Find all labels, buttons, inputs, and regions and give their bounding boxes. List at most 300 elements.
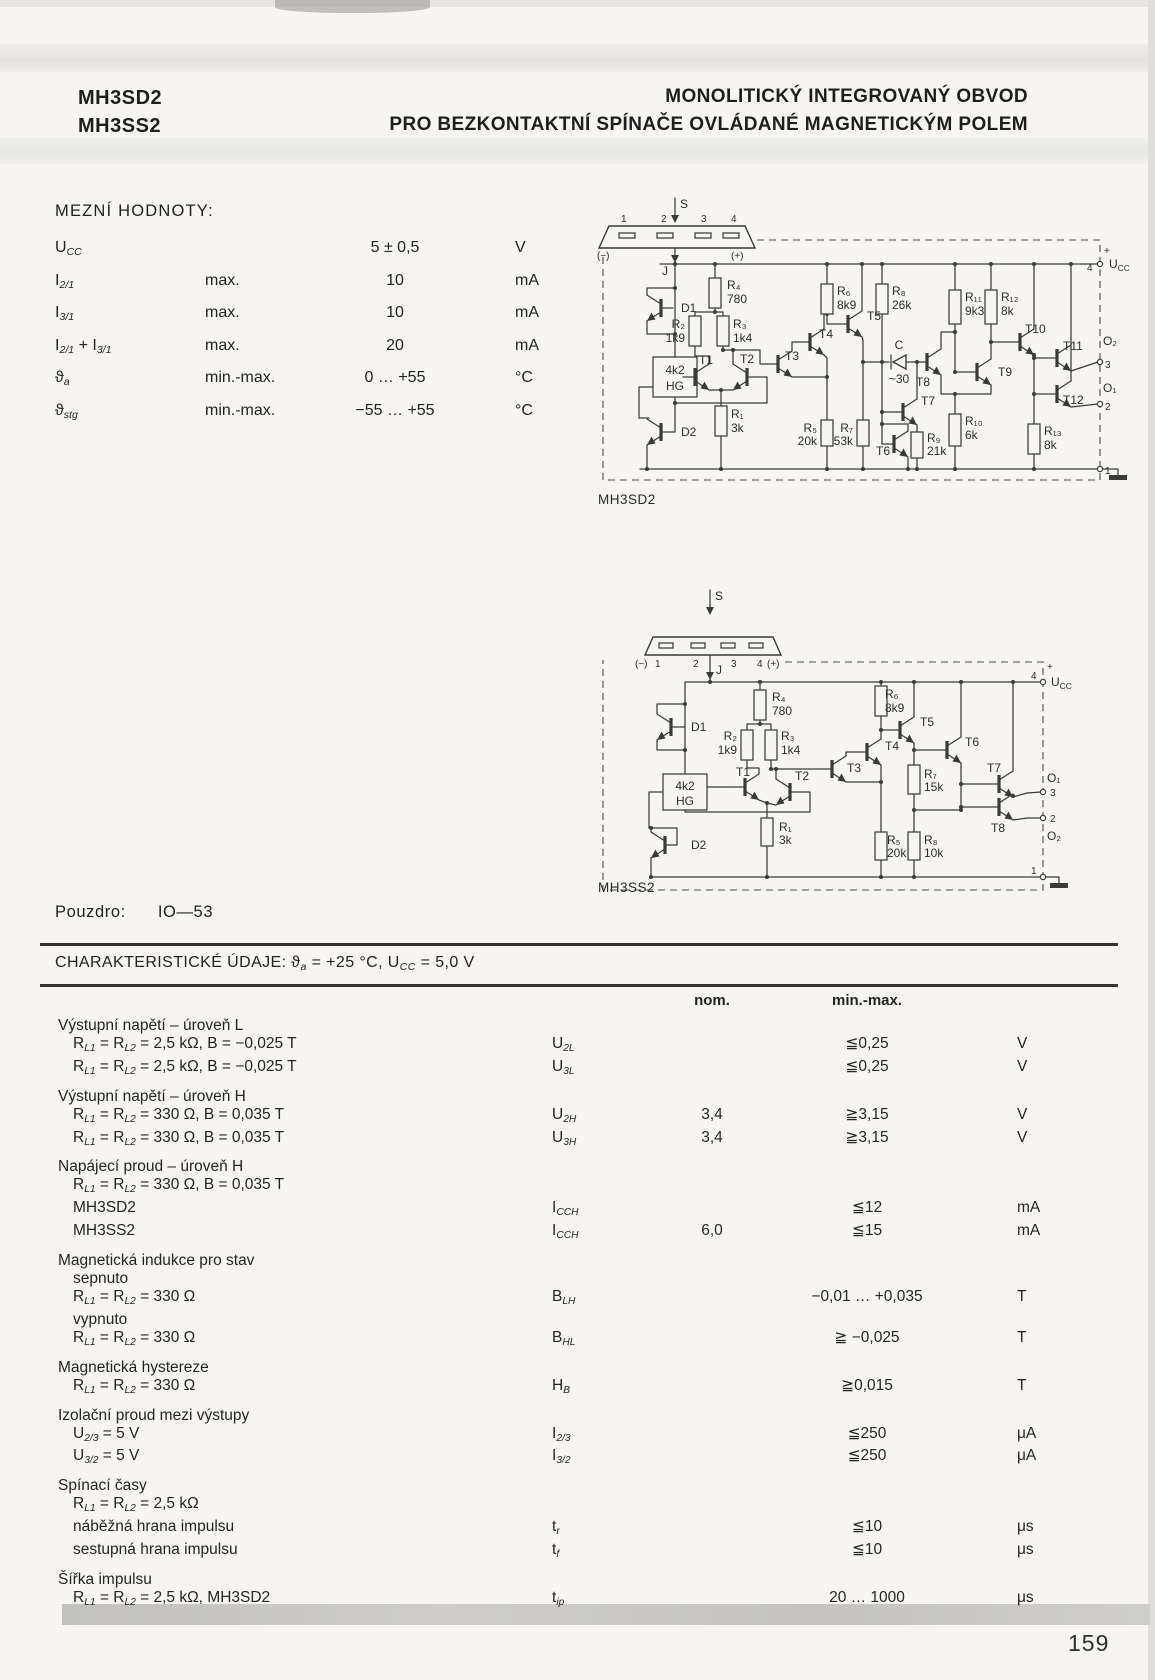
label-r8: R₈ <box>892 284 906 298</box>
resistor-r2 <box>741 730 753 760</box>
char-cnom <box>662 1199 762 1222</box>
transistor-d2 <box>651 832 677 858</box>
ground-symbol <box>1109 475 1127 480</box>
j-label: J <box>662 264 668 278</box>
limit-row <box>55 267 615 300</box>
char-csym: $U_{2L}$ <box>552 1035 575 1054</box>
component-c <box>891 355 906 369</box>
char-cnom <box>662 1495 762 1518</box>
char-ccond: $U_{3/2} = 5$ V <box>73 1447 140 1467</box>
char-ccond: $R_{L1} = R_{L2} = 330$ Ω, B = 0,035 T <box>73 1176 285 1196</box>
char-cnom <box>662 1425 762 1448</box>
limit-row <box>55 234 615 267</box>
resistor-r5 <box>875 832 887 860</box>
pkg-pin-1: 1 <box>621 214 627 225</box>
resistor-r3 <box>717 316 729 346</box>
limit-lunit: V <box>515 239 526 256</box>
char-title-text: Šířka impulsu <box>58 1570 152 1588</box>
label-hg-bot: HG <box>666 379 684 393</box>
label-t2: T2 <box>740 352 755 366</box>
char-cunit <box>972 1495 1107 1518</box>
transistor-t7 <box>891 399 917 425</box>
resistor-r3 <box>765 730 777 760</box>
char-group-title <box>55 1158 1120 1176</box>
rule-bottom <box>40 984 1118 987</box>
resistor-r10 <box>949 414 961 446</box>
char-csym <box>552 1495 662 1518</box>
characteristics-heading: CHARAKTERISTICKÉ ÚDAJE: $ϑ_a = +25$ °C, $U_{CC} = 5,0$ V <box>55 954 475 973</box>
char-ccond: $R_{L1} = R_{L2} = 2,5$ kΩ <box>73 1495 199 1515</box>
label-r3: R₃ <box>733 317 747 331</box>
transistor-t6 <box>935 737 961 763</box>
s-label: S <box>680 197 689 211</box>
char-cmm <box>762 1311 972 1329</box>
label-o2: O₂ <box>1047 829 1061 843</box>
label-r8: R₈ <box>924 833 938 847</box>
char-csym: $B_{LH}$ <box>552 1288 576 1307</box>
limit-lval: −55 … +55 <box>355 401 435 419</box>
label-pin4: 4 <box>1087 263 1093 274</box>
pin-terminal-3 <box>1040 789 1045 794</box>
label-r10: R₁₀ <box>965 414 983 428</box>
label-o1: O₁ <box>1103 381 1117 395</box>
char-cunit <box>972 1270 1107 1288</box>
schematic1-caption: MH3SD2 <box>598 492 656 507</box>
char-cnom <box>662 1035 762 1058</box>
char-cunit: V <box>1017 1035 1028 1052</box>
resistor-r11 <box>949 290 961 324</box>
char-row <box>55 1176 1120 1199</box>
resistor-r5 <box>821 420 833 446</box>
label-t5: T5 <box>920 715 935 729</box>
package-line <box>55 903 213 922</box>
char-title-text: Výstupní napětí – úroveň L <box>58 1017 244 1034</box>
scan-band-1 <box>0 44 1155 72</box>
char-group-title <box>55 1359 1120 1377</box>
resistor-r4 <box>754 690 766 720</box>
minus-label: (−) <box>597 251 610 262</box>
char-row <box>55 1518 1120 1541</box>
label-r7: R₇ <box>840 421 853 435</box>
plus-sign: + <box>1047 662 1053 673</box>
char-ccond: $R_{L1} = R_{L2} = 330$ Ω, B = 0,035 T <box>73 1105 285 1125</box>
label-pin1: 1 <box>1105 466 1111 477</box>
package-label: Pouzdro: <box>55 903 126 921</box>
characteristics-header <box>55 992 1120 1010</box>
label-pin3: 3 <box>1105 360 1111 371</box>
limit-lcond: min.-max. <box>205 401 276 419</box>
char-cunit: μs <box>1017 1588 1034 1606</box>
col-nom: nom. <box>694 992 730 1009</box>
char-cunit: μs <box>1017 1518 1034 1536</box>
limit-lsym: $ϑ_a$ <box>55 369 70 389</box>
char-row <box>55 1288 1120 1311</box>
limit-lsym: $ϑ_{stg}$ <box>55 401 78 421</box>
char-csym: $H_B$ <box>552 1376 571 1396</box>
rule-top <box>40 943 1118 946</box>
char-cmm: ≧3,15 <box>845 1128 889 1146</box>
label-r2: R₂ <box>723 729 737 743</box>
char-group-title <box>55 1088 1120 1106</box>
transistor-d1 <box>657 714 683 740</box>
limit-lval: 10 <box>386 271 404 289</box>
limit-lval: 0 … +55 <box>364 369 426 387</box>
char-cunit: T <box>1017 1376 1027 1394</box>
label-pin2: 2 <box>1105 402 1111 413</box>
label-t12: T12 <box>1063 393 1084 407</box>
char-ccond: $R_{L1} = R_{L2} = 2,5$ kΩ, B = −0,025 T <box>73 1057 297 1077</box>
transistor-t8 <box>987 794 1013 820</box>
limits-rows <box>55 234 615 429</box>
pin-terminal-2 <box>1040 815 1045 820</box>
label-r4v: 780 <box>727 292 748 306</box>
resistor-r12 <box>985 290 997 324</box>
pkg-pin-3: 3 <box>701 214 707 225</box>
char-row <box>55 1222 1120 1245</box>
label-t9: T9 <box>998 365 1013 379</box>
resistor-r7 <box>857 420 869 446</box>
label-hg-top: 4k2 <box>665 363 685 377</box>
char-cmm: ≧0,015 <box>841 1376 893 1394</box>
label-t2: T2 <box>795 769 810 783</box>
char-row <box>55 1541 1120 1564</box>
pkg-pin-3: 3 <box>731 659 737 670</box>
label-pin1: 1 <box>1031 866 1037 877</box>
char-title-text: Magnetická hystereze <box>58 1358 209 1376</box>
limit-lunit: °C <box>515 369 533 387</box>
char-csym <box>552 1176 662 1199</box>
char-csym: $I_{CCH}$ <box>552 1222 579 1242</box>
limit-lcond: min.-max. <box>205 369 276 387</box>
label-r9: R₉ <box>927 431 941 445</box>
char-cnom <box>662 1589 762 1612</box>
limit-lcond: max. <box>205 336 240 354</box>
char-cunit: V <box>1017 1057 1028 1075</box>
char-row <box>55 1311 1120 1329</box>
char-row <box>55 1329 1120 1352</box>
char-csym: $t_f$ <box>552 1541 560 1560</box>
label-r9v: 21k <box>927 444 947 458</box>
schematic2-caption: MH3SS2 <box>598 880 656 895</box>
char-csym: $U_{2H}$ <box>552 1105 577 1125</box>
limit-values-section <box>55 202 615 429</box>
plus-sign: + <box>1104 246 1110 257</box>
pin-terminal-1 <box>1097 466 1102 471</box>
label-r7v: 15k <box>924 780 944 794</box>
limit-lcond <box>205 234 305 267</box>
char-cunit: μA <box>1017 1447 1037 1465</box>
label-t11: T11 <box>1063 339 1083 353</box>
char-csym: $I_{CCH}$ <box>552 1199 579 1219</box>
resistor-r4 <box>709 278 721 308</box>
label-d2: D2 <box>681 425 697 439</box>
schematic-mh3sd2 <box>595 192 1145 492</box>
label-pin4: 4 <box>1031 671 1037 682</box>
package-value: IO—53 <box>157 903 214 921</box>
char-row <box>55 1589 1120 1612</box>
label-r2: R₂ <box>671 317 685 331</box>
char-cnom <box>662 1518 762 1541</box>
label-r8v: 10k <box>924 846 944 860</box>
title-line-2: PRO BEZKONTAKTNÍ SPÍNAČE OVLÁDANÉ MAGNETICKÝM POLEM <box>389 114 1028 135</box>
limit-lunit: mA <box>515 336 539 354</box>
char-cmm: ≧3,15 <box>845 1105 889 1123</box>
label-o1: O₁ <box>1047 771 1061 785</box>
char-row <box>55 1447 1120 1470</box>
scan-band-2 <box>0 138 1155 164</box>
s-label: S <box>715 589 724 603</box>
char-group-title <box>55 1571 1120 1589</box>
label-r1: R₁ <box>779 820 792 834</box>
label-r12v: 8k <box>1001 304 1014 318</box>
char-group-title <box>55 1252 1120 1270</box>
char-csym: $t_r$ <box>552 1518 560 1538</box>
label-t4: T4 <box>819 327 834 341</box>
char-cunit: T <box>1017 1288 1027 1306</box>
transistor-t5 <box>836 311 862 337</box>
limit-lcond: max. <box>205 271 240 289</box>
char-ccond: náběžná hrana impulsu <box>73 1518 235 1536</box>
char-group-title <box>55 1477 1120 1495</box>
limit-lunit: mA <box>515 271 539 289</box>
char-cunit: V <box>1017 1128 1028 1146</box>
char-cnom: 3,4 <box>701 1128 723 1146</box>
char-cmm: ≧ −0,025 <box>834 1328 900 1346</box>
label-cv: ~30 <box>888 372 910 386</box>
limit-lunit: °C <box>515 401 533 419</box>
char-title-text: Magnetická indukce pro stav <box>58 1252 255 1270</box>
part-number-1: MH3SD2 <box>78 87 163 109</box>
char-csym: $B_{HL}$ <box>552 1328 576 1348</box>
char-ccond: vypnuto <box>73 1310 128 1328</box>
char-title-text: Výstupní napětí – úroveň H <box>58 1087 246 1105</box>
pin-terminal-1 <box>1040 874 1045 879</box>
pin-terminal-3 <box>1097 359 1102 364</box>
char-cnom: 6,0 <box>701 1222 723 1240</box>
label-r7v: 53k <box>833 434 853 448</box>
char-cnom <box>662 1447 762 1470</box>
char-cnom <box>662 1176 762 1199</box>
minus-label: (−) <box>635 659 648 670</box>
label-r5: R₅ <box>803 421 817 435</box>
label-t5: T5 <box>867 309 882 323</box>
label-r13: R₁₃ <box>1044 424 1062 438</box>
schematic-mh3ss2 <box>595 582 1095 902</box>
label-r6v: 8k9 <box>837 298 857 312</box>
char-cmm <box>762 1176 972 1199</box>
label-r13v: 8k <box>1044 438 1057 452</box>
label-t10: T10 <box>1025 322 1046 336</box>
char-ccond: $R_{L1} = R_{L2} = 330$ Ω <box>73 1288 196 1307</box>
limit-row <box>55 299 615 332</box>
col-minmax: min.-max. <box>831 992 903 1009</box>
limit-lsym: $I_{2/1}$ <box>55 271 75 291</box>
limit-lsym: $I_{3/1}$ <box>55 304 75 324</box>
limit-lval: 10 <box>386 304 404 322</box>
label-r1: R₁ <box>731 407 744 421</box>
label-r8v: 26k <box>892 298 912 312</box>
char-row <box>55 1199 1120 1222</box>
scan-edge-top <box>0 0 1155 7</box>
label-r3v: 1k4 <box>781 743 801 757</box>
char-ccond: $R_{L1} = R_{L2} = 2,5$ kΩ, MH3SD2 <box>73 1588 271 1608</box>
char-row <box>55 1129 1120 1152</box>
char-ccond: $R_{L1} = R_{L2} = 330$ Ω <box>73 1328 196 1348</box>
label-r1v: 3k <box>731 421 744 435</box>
label-hg-top: 4k2 <box>675 779 695 793</box>
limits-heading: MEZNÍ HODNOTY: <box>55 202 214 220</box>
char-cmm <box>762 1270 972 1288</box>
limit-row <box>55 332 615 365</box>
char-row <box>55 1377 1120 1400</box>
char-cmm: ≦12 <box>851 1199 883 1217</box>
label-r7: R₇ <box>924 767 937 781</box>
label-pin2: 2 <box>1050 814 1056 825</box>
scan-edge-right <box>1148 0 1155 1680</box>
char-cnom <box>662 1270 762 1288</box>
label-r6v: 8k9 <box>885 701 905 715</box>
plus-label: (+) <box>767 659 780 670</box>
label-t1: T1 <box>699 353 714 367</box>
label-r5v: 20k <box>797 434 817 448</box>
resistor-r7 <box>908 765 920 794</box>
label-r4: R₄ <box>727 278 741 292</box>
char-cnom <box>662 1377 762 1400</box>
ucc-label: $U_{CC}$ <box>1051 675 1072 691</box>
label-t8: T8 <box>916 375 931 389</box>
label-r4: R₄ <box>772 690 786 704</box>
limit-lsym: $I_{2/1} + I_{3/1}$ <box>55 336 112 356</box>
transistor-d1 <box>647 295 673 321</box>
char-csym <box>552 1311 662 1329</box>
char-cmm: ≦10 <box>851 1541 883 1559</box>
char-csym <box>552 1270 662 1288</box>
char-row <box>55 1035 1120 1058</box>
page-title <box>300 83 1028 139</box>
char-csym: $t_{ip}$ <box>552 1588 565 1608</box>
pin-terminal-4 <box>1040 679 1045 684</box>
char-title-text: Izolační proud mezi výstupy <box>58 1406 250 1424</box>
label-t3: T3 <box>785 349 800 363</box>
transistor-d2 <box>647 419 673 445</box>
char-row <box>55 1058 1120 1081</box>
char-cmm: −0,01 … +0,035 <box>811 1288 923 1306</box>
label-hg-bot: HG <box>676 794 694 808</box>
limit-lsym: $U_{CC}$ <box>55 239 82 258</box>
j-label: J <box>716 663 722 677</box>
label-t3: T3 <box>847 761 862 775</box>
resistor-r1 <box>715 406 727 436</box>
char-ccond: sestupná hrana impulsu <box>73 1541 238 1559</box>
part-numbers <box>78 84 162 140</box>
char-row <box>55 1495 1120 1518</box>
label-t7: T7 <box>987 761 1002 775</box>
label-r5: R₅ <box>887 833 901 847</box>
char-cmm: ≦10 <box>851 1518 883 1536</box>
char-ccond: $R_{L1} = R_{L2} = 2,5$ kΩ, B = −0,025 T <box>73 1035 297 1054</box>
label-t6: T6 <box>876 444 891 458</box>
char-cunit: mA <box>1017 1222 1041 1240</box>
char-ccond: $R_{L1} = R_{L2} = 330$ Ω <box>73 1376 196 1396</box>
resistor-r8 <box>908 832 920 860</box>
char-cmm <box>762 1495 972 1518</box>
scan-smudge <box>275 0 430 13</box>
label-t6: T6 <box>965 735 980 749</box>
label-r2v: 1k9 <box>665 331 685 345</box>
char-cmm: ≦0,25 <box>845 1057 889 1075</box>
label-d1: D1 <box>691 720 707 734</box>
label-r3: R₃ <box>781 729 795 743</box>
char-cmm: ≦15 <box>851 1222 883 1240</box>
limit-lunit: mA <box>515 304 539 322</box>
pkg-pin-2: 2 <box>661 214 667 225</box>
ground-symbol <box>1050 883 1068 888</box>
label-r6: R₆ <box>885 687 899 701</box>
label-o2: O₂ <box>1103 334 1117 348</box>
pkg-pin-1: 1 <box>655 659 661 670</box>
char-cmm: ≦250 <box>847 1447 887 1465</box>
char-cunit <box>972 1311 1107 1329</box>
label-r10v: 6k <box>965 428 978 442</box>
transistor-t8 <box>915 349 941 375</box>
pin-terminal-4 <box>1097 261 1102 266</box>
pkg-pin-4: 4 <box>757 659 763 670</box>
label-r3v: 1k4 <box>733 331 753 345</box>
char-cunit: mA <box>1017 1199 1041 1217</box>
pkg-pin-4: 4 <box>731 214 737 225</box>
characteristics-table <box>55 992 1120 1612</box>
char-cnom <box>662 1541 762 1564</box>
char-cunit: V <box>1017 1105 1028 1123</box>
transistor-t3 <box>820 756 846 782</box>
pkg-pin-2: 2 <box>693 659 699 670</box>
limit-lval: 20 <box>386 336 404 354</box>
label-r11v: 9k3 <box>965 304 985 318</box>
label-t7: T7 <box>921 394 936 408</box>
label-c: C <box>894 338 904 352</box>
label-t8: T8 <box>991 821 1006 835</box>
label-r1v: 3k <box>779 833 792 847</box>
resistor-r6 <box>821 284 833 314</box>
label-pin3: 3 <box>1050 788 1056 799</box>
limit-row <box>55 397 615 430</box>
resistor-r9 <box>911 432 923 458</box>
part-number-2: MH3SS2 <box>78 115 162 137</box>
char-csym: $U_{3H}$ <box>552 1128 577 1148</box>
char-cunit: μs <box>1017 1541 1034 1559</box>
char-ccond: MH3SD2 <box>73 1199 136 1217</box>
char-csym: $I_{3/2}$ <box>552 1447 571 1467</box>
label-t1: T1 <box>736 765 751 779</box>
char-row <box>55 1270 1120 1288</box>
char-title-text: Napájecí proud – úroveň H <box>58 1158 244 1176</box>
label-r5v: 20k <box>887 846 907 860</box>
transistor-t9 <box>965 359 991 385</box>
char-cmm: ≦250 <box>847 1424 887 1442</box>
char-ccond: MH3SS2 <box>73 1222 136 1240</box>
resistor-r1 <box>761 818 773 846</box>
label-d2: D2 <box>691 838 707 852</box>
char-cunit <box>972 1176 1107 1199</box>
page-number: 159 <box>1068 1630 1110 1656</box>
plus-label: (+) <box>731 251 744 262</box>
char-cunit: μA <box>1017 1424 1037 1442</box>
pin-terminal-2 <box>1097 401 1102 406</box>
char-row <box>55 1425 1120 1448</box>
char-cnom <box>662 1311 762 1329</box>
col-spacer <box>552 992 662 1010</box>
title-line-1: MONOLITICKÝ INTEGROVANÝ OBVOD <box>665 86 1028 107</box>
